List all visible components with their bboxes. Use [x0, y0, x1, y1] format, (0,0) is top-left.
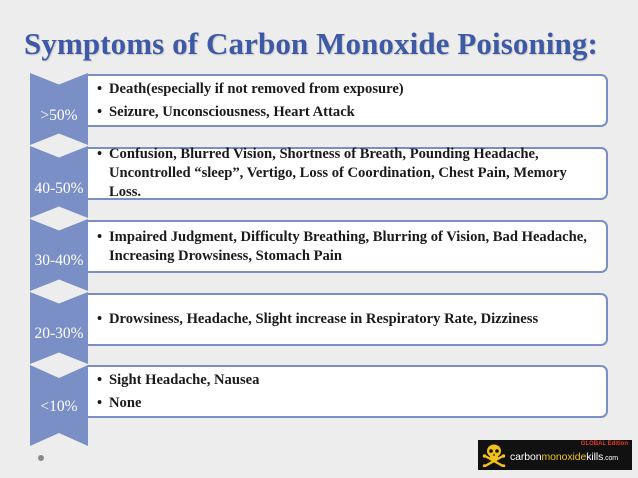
- symptom-list: [97, 145, 594, 202]
- logo-text-domain: .com: [603, 455, 619, 462]
- symptom-list: [97, 371, 594, 413]
- logo-text-monoxide: monoxide: [541, 451, 587, 463]
- symptom-item: • Impaired Judgment, Difficulty Breathing, Blurring of Vision, Bad Headache, Increasing Drowsiness, Stomach Pain: [97, 228, 594, 266]
- level-label: <10%: [40, 398, 78, 415]
- symptom-item: • Death(especially if not removed from exposure): [97, 80, 594, 99]
- level-label: 40-50%: [34, 180, 84, 197]
- symptom-item: • Seizure, Unconsciousness, Heart Attack: [97, 103, 594, 122]
- level-label: >50%: [40, 107, 78, 124]
- logo-text-kills: kills: [586, 451, 604, 463]
- symptom-list: [97, 310, 594, 329]
- skull-crossbones-icon: [481, 443, 507, 467]
- logo-text-carbon: carbon: [510, 451, 542, 463]
- level-label: 30-40%: [34, 252, 84, 269]
- symptom-item: • None: [97, 394, 594, 413]
- slide-title: Symptoms of Carbon Monoxide Poisoning:: [24, 26, 598, 61]
- logo-edition-label: GLOBAL Edition: [580, 441, 628, 447]
- symptom-box: [88, 365, 608, 418]
- logo-wordmark: [510, 451, 618, 463]
- symptom-box: [88, 220, 608, 273]
- symptom-list: [97, 80, 594, 122]
- symptom-list: [97, 228, 594, 266]
- slide-bullet-dot: [38, 455, 44, 461]
- symptom-box: [88, 74, 608, 127]
- symptom-box: [88, 293, 608, 346]
- symptom-item: • Drowsiness, Headache, Slight increase in Respiratory Rate, Dizziness: [97, 310, 594, 329]
- symptom-item: • Confusion, Blurred Vision, Shortness of Breath, Pounding Headache, Uncontrolled “sleep”, Vertigo, Loss of Coordination, Chest Pain, Memory Loss.: [97, 145, 594, 202]
- level-label: 20-30%: [34, 325, 84, 342]
- carbonmonoxidekills-logo: [478, 440, 632, 470]
- symptom-box: [88, 147, 608, 200]
- symptom-item: • Sight Headache, Nausea: [97, 371, 594, 390]
